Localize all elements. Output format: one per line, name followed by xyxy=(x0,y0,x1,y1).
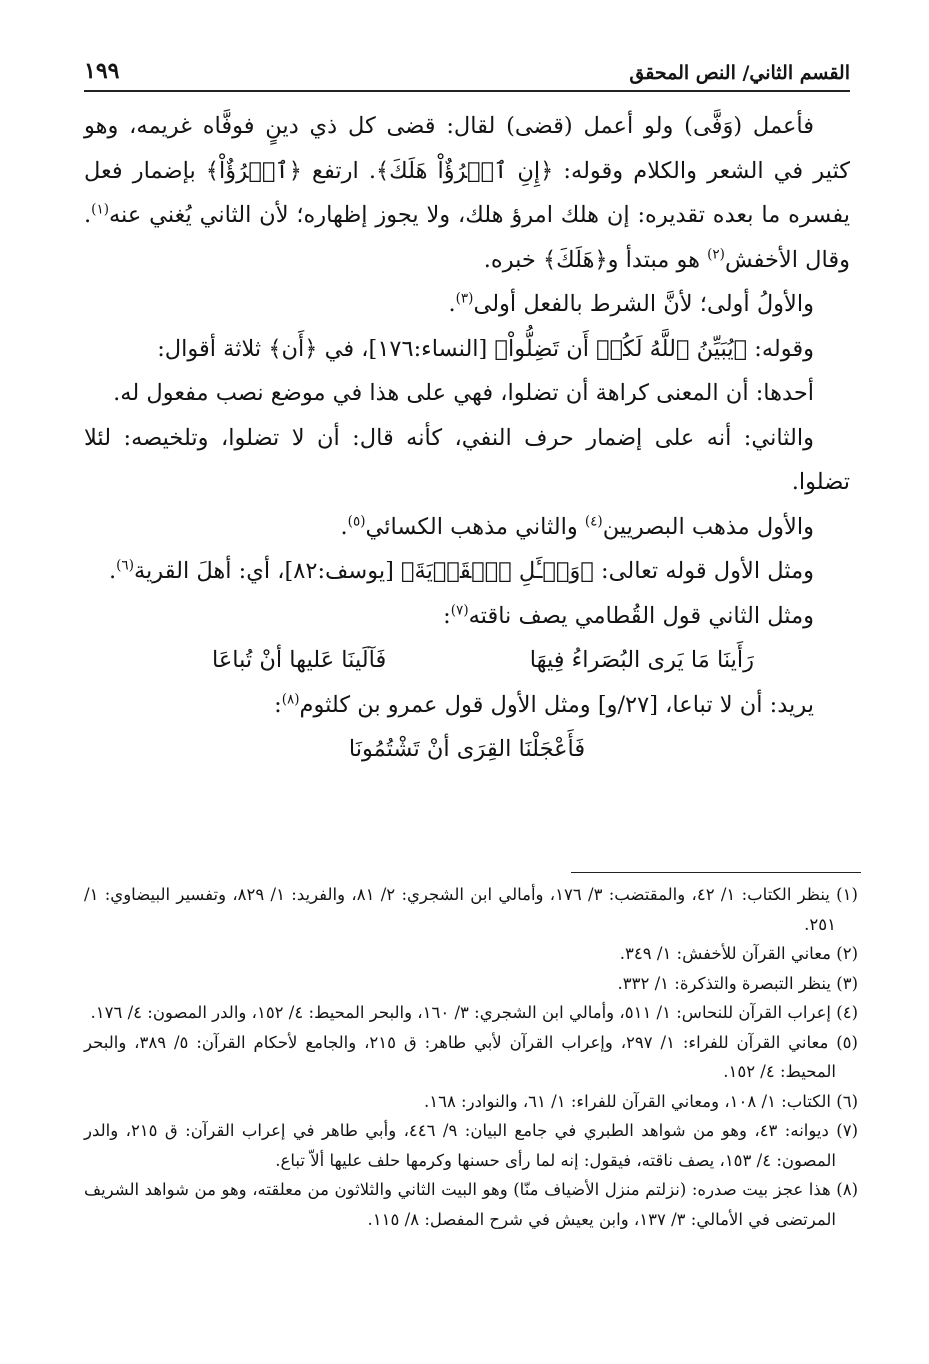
paragraph-1-mid: . وقال الأخفش xyxy=(84,202,850,273)
footnote-8: (٨) هذا عجز بيت صدره: (نزلتم منزل الأضياف منّا) وهو البيت الثاني والثلاثون من معلقته، وهو من شواهد الشريف المرتضى في الأمالي: ٣/ ١٣٧، وابن يعيش في شرح المفصل: ٨/ ١١٥. xyxy=(84,1180,858,1229)
paragraph-9-text: يريد: أن لا تباعا، [٢٧/و] ومثل الأول قول عمرو بن كلثوم xyxy=(299,691,814,718)
verse-1-second-hemistich: فَآلَينَا عَليها أنْ تُباعَا xyxy=(212,647,387,673)
footnote-ref-6: (٦) xyxy=(116,557,134,574)
footnote-ref-3: (٣) xyxy=(455,290,474,307)
footnote-2: (٢) معاني القرآن للأخفش: ١/ ٣٤٩. xyxy=(619,944,858,963)
paragraph-9 xyxy=(84,683,850,728)
footnote-ref-1: (١) xyxy=(91,201,109,218)
footnotes xyxy=(84,880,858,1234)
paragraph-2-end: . xyxy=(448,291,456,317)
footnote-ref-5: (٥) xyxy=(347,513,366,529)
footnote-6: (٦) الكتاب: ١/ ١٠٨، ومعاني القرآن للفراء: ١/ ٦١، والنوادر: ١٦٨. xyxy=(423,1091,858,1111)
page-header xyxy=(84,54,850,84)
paragraph-7-text: ومثل الأول قوله تعالى: ﴿وَسۡـَٔلِ ٱلۡقَرۡيَةَ﴾ [يوسف:٨٢]، أي: أهلَ القرية xyxy=(133,558,814,584)
paragraph-6-mid: والثاني مذهب الكسائي xyxy=(365,513,585,540)
paragraph-8-end: : xyxy=(443,602,451,629)
footnote-ref-4: (٤) xyxy=(584,513,603,529)
paragraph-1-text: فأعمل (وَفَّى) ولو أعمل (قضى) لقال: قضى كل ذي دينٍ فوفَّاه غريمه، وهو كثير في الشعر والكلام وقوله: ﴿إِنِ ٱمۡرُؤٌاْ هَلَكَ﴾. ارتفع ﴿ٱمۡرُؤٌاْ﴾ بإضمار فعل يفسره ما بعده تقديره: إن هلك امرؤ هلك، ولا يجوز إظهاره؛ لأن الثاني يُغني عنه xyxy=(84,113,850,228)
paragraph-8 xyxy=(84,594,850,639)
running-head: القسم الثاني/ النص المحقق xyxy=(629,62,850,84)
poetry-verse-1 xyxy=(84,638,850,683)
paragraph-2 xyxy=(84,282,850,327)
paragraph-1-end: هو مبتدأ و﴿هَلَكَ﴾ خبره. xyxy=(483,246,708,273)
footnote-7: (٧) ديوانه: ٤٣، وهو من شواهد الطبري في جامع البيان: ٩/ ٤٤٦، وأبي طاهر في إعراب القرآن: ق ٢١٥، والدر المصون: ٤/ ١٥٣، يصف ناقته، فيقول: إنه لما رأى حسنها وكرمها حلف عليها ألاّ تباع. xyxy=(84,1121,858,1170)
paragraph-2-text: والأولُ أولى؛ لأنَّ الشرط بالفعل أولى xyxy=(473,291,814,317)
main-text xyxy=(84,104,850,772)
footnote-1: (١) ينظر الكتاب: ١/ ٤٢، والمقتضب: ٣/ ١٧٦، وأمالي ابن الشجري: ٢/ ٨١، والفريد: ١/ ٨٢٩، وتفسير البيضاوي: ١/ ٢٥١. xyxy=(84,885,858,934)
poetry-verse-2: فَأَعْجَلْنَا القِرَى أنْ تَشْتُمُونَا xyxy=(348,736,586,762)
paragraph-5: والثاني: أنه على إضمار حرف النفي، كأنه قال: أن لا تضلوا، وتلخيصه: لئلا تضلوا. xyxy=(84,424,850,495)
paragraph-6 xyxy=(84,505,850,550)
footnote-4: (٤) إعراب القرآن للنحاس: ١/ ٥١١، وأمالي ابن الشجري: ٣/ ١٦٠، والبحر المحيط: ٤/ ١٥٢، والدر المصون: ٤/ ١٧٦. xyxy=(90,1003,858,1022)
paragraph-6-text: والأول مذهب البصريين xyxy=(602,513,814,540)
paragraph-8-text: ومثل الثاني قول القُطامي يصف ناقته xyxy=(468,602,814,629)
verse-1-first-hemistich: رَأَينَا مَا يَرى البُصَراءُ فِيهَا xyxy=(529,647,754,673)
footnote-5: (٥) معاني القرآن للفراء: ١/ ٢٩٧، وإعراب القرآن لأبي طاهر: ق ٢١٥، والجامع لأحكام القرآن: ٥/ ٣٨٩، والبحر المحيط: ٤/ ١٥٢. xyxy=(84,1032,858,1081)
paragraph-9-end: : xyxy=(274,691,282,718)
paragraph-3: وقوله: ﴿يُبَيِّنُ ٱللَّهُ لَكُمۡ أَن تَضِلُّواْ﴾ [النساء:١٧٦]، في ﴿أَن﴾ ثلاثة أقوال: xyxy=(157,335,814,362)
footnote-ref-2: (٢) xyxy=(707,246,725,262)
paragraph-4: أحدها: أن المعنى كراهة أن تضلوا، فهي على هذا في موضع نصب مفعول له. xyxy=(113,380,814,406)
footnote-ref-7: (٧) xyxy=(450,602,469,618)
paragraph-6-end: . xyxy=(340,513,348,540)
footnote-ref-8: (٨) xyxy=(281,691,300,707)
header-rule xyxy=(84,90,850,92)
footnote-separator xyxy=(571,872,861,873)
paragraph-7-end: . xyxy=(108,558,117,584)
paragraph-7 xyxy=(84,549,850,594)
footnote-3: (٣) ينظر التبصرة والتذكرة: ١/ ٣٣٢. xyxy=(617,973,858,993)
page-number: ١٩٩ xyxy=(84,58,120,84)
paragraph-1 xyxy=(84,104,850,282)
